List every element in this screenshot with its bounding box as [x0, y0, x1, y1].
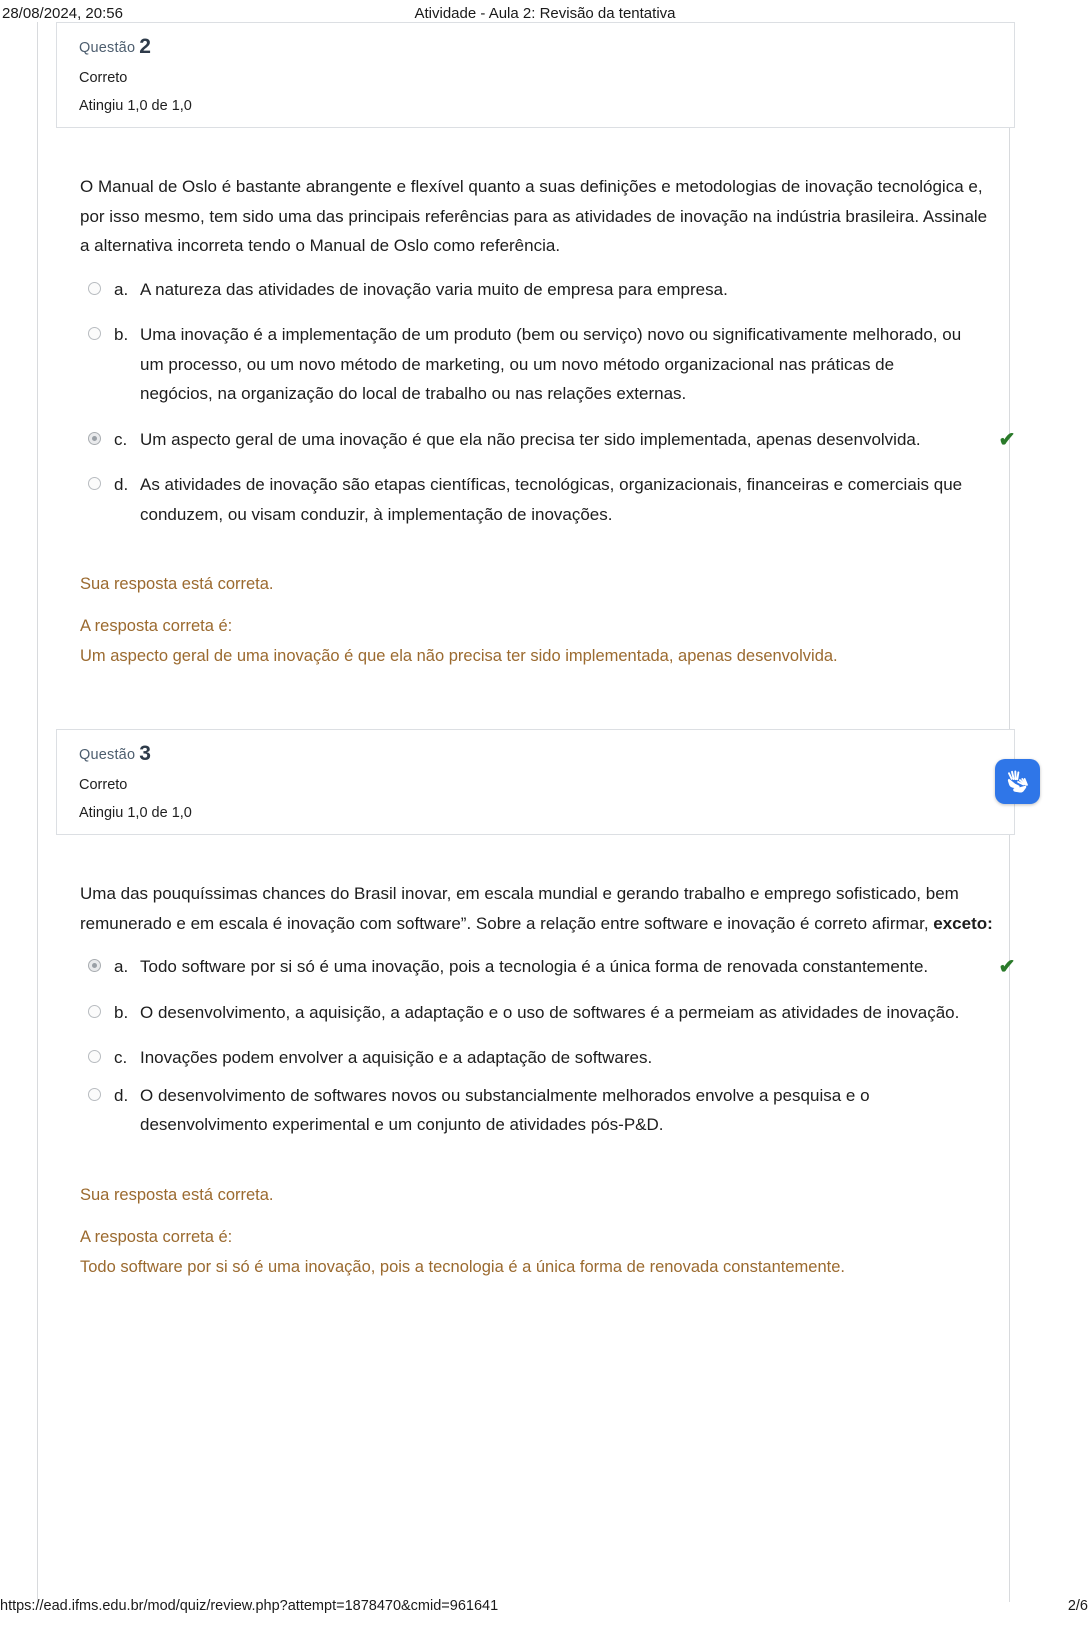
question-block-2	[38, 22, 1016, 671]
feedback-label-3: A resposta correta é:	[80, 1227, 233, 1246]
answer-letter-2c: c.	[114, 429, 128, 449]
answer-letter-2a: a.	[114, 279, 129, 299]
question-text-main-2: O Manual de Oslo é bastante abrangente e flexível quanto a suas definições e metodologias de inovação tecnológica e, por isso mesmo, tem sido uma das principais referências para as atividades de inovação na indústria brasileira. Assinale a alternativa incorreta tendo o Manual de Oslo como referência.	[80, 177, 988, 255]
question-text-3	[80, 879, 1000, 938]
question-text-main-3: Uma das pouquíssimas chances do Brasil inovar, em escala mundial e gerando trabalho e emprego sofisticado, bem remunerado e em escala é inovação com software”. Sobre a relação entre software e inovação é correto afirmar,	[80, 884, 959, 933]
answer-letter-2b: b.	[114, 325, 129, 344]
print-footer	[0, 1598, 1090, 1622]
feedback-block-2	[80, 569, 1000, 671]
feedback-status-3: Sua resposta está correta.	[80, 1185, 274, 1204]
feedback-answer-2: Um aspecto geral de uma inovação é que ela não precisa ter sido implementada, apenas desenvolvida.	[80, 647, 838, 665]
answer-option-3c[interactable]	[80, 1043, 1000, 1073]
print-header-datetime: 28/08/2024, 20:56	[2, 4, 123, 22]
question-info-box-3	[56, 729, 1015, 835]
answer-option-2c[interactable]	[80, 425, 1016, 455]
question-grade-3: Atingiu 1,0 de 1,0	[79, 804, 192, 821]
answer-text-2c: Um aspecto geral de uma inovação é que ela não precisa ter sido implementada, apenas desenvolvida.	[140, 429, 921, 449]
quiz-review-content	[38, 22, 1016, 1282]
question-info-box-2	[56, 22, 1015, 128]
radio-icon-2b[interactable]	[88, 327, 101, 340]
correct-check-icon-2c: ✔	[998, 428, 1016, 451]
answer-text-2a: A natureza das atividades de inovação varia muito de empresa para empresa.	[140, 279, 728, 299]
accessibility-widget-button[interactable]	[995, 759, 1040, 804]
answer-option-3b[interactable]	[80, 998, 1000, 1028]
sign-language-hands-icon	[1003, 767, 1033, 797]
feedback-answer-3: Todo software por si só é uma inovação, pois a tecnologia é a única forma de renovada constantemente.	[80, 1257, 845, 1276]
correct-check-icon-3a: ✔	[998, 956, 1016, 978]
radio-icon-3b[interactable]	[88, 1005, 101, 1018]
radio-icon-3a[interactable]	[88, 959, 101, 972]
answer-text-3d: O desenvolvimento de softwares novos ou substancialmente melhorados envolve a pesquisa e o desenvolvimento experimental e um conjunto de atividades pós-P&D.	[140, 1085, 870, 1134]
answer-letter-3b: b.	[114, 1002, 129, 1022]
radio-icon-2a[interactable]	[88, 282, 101, 295]
answer-letter-3a: a.	[114, 957, 129, 976]
answer-letter-3d: d.	[114, 1085, 129, 1105]
question-number-2	[79, 36, 992, 57]
question-text-emphasis-3: exceto:	[933, 913, 993, 933]
answer-text-3c: Inovações podem envolver a aquisição e a adaptação de softwares.	[140, 1048, 653, 1067]
question-number-3	[79, 743, 992, 764]
question-block-3	[38, 729, 1016, 1282]
feedback-label-2: A resposta correta é:	[80, 617, 233, 635]
answer-list-2	[80, 275, 1016, 530]
radio-icon-3d[interactable]	[88, 1088, 101, 1101]
question-state-2: Correto	[79, 70, 128, 86]
question-state-3: Correto	[79, 777, 128, 793]
print-footer-url: https://ead.ifms.edu.br/mod/quiz/review.php?attempt=1878470&cmid=961641	[0, 1598, 499, 1614]
answer-list-3	[80, 952, 1016, 1140]
answer-option-2d[interactable]	[80, 470, 1000, 529]
question-body-3	[80, 879, 1016, 1282]
radio-icon-2c[interactable]	[88, 432, 101, 445]
radio-icon-2d[interactable]	[88, 477, 101, 490]
answer-option-2a[interactable]	[80, 275, 1000, 305]
question-number-value-3: 3	[139, 742, 152, 765]
feedback-block-3	[80, 1180, 1000, 1282]
question-grade-2: Atingiu 1,0 de 1,0	[79, 97, 192, 114]
question-number-value-2: 2	[139, 35, 152, 58]
question-body-2	[80, 172, 1016, 671]
answer-text-2d: As atividades de inovação são etapas científicas, tecnológicas, organizacionais, financeiras e comerciais que conduzem, ou visam conduzir, à implementação de inovações.	[140, 475, 963, 524]
answer-letter-2d: d.	[114, 475, 129, 494]
question-label-3: Questão	[79, 747, 136, 763]
question-text-2	[80, 172, 1000, 261]
radio-icon-3c[interactable]	[88, 1050, 101, 1063]
answer-option-3a[interactable]	[80, 952, 1016, 982]
answer-option-2b[interactable]	[80, 320, 1000, 409]
answer-text-2b: Uma inovação é a implementação de um produto (bem ou serviço) novo ou significativamente melhorado, ou um processo, ou um novo método de marketing, ou um novo método organizacional nas práticas de negócios, na organização do local de trabalho ou nas relações externas.	[140, 325, 962, 403]
answer-text-3a: Todo software por si só é uma inovação, pois a tecnologia é a única forma de renovada constantemente.	[140, 957, 929, 976]
answer-text-3b: O desenvolvimento, a aquisição, a adaptação e o uso de softwares é a permeiam as atividades de inovação.	[140, 1002, 960, 1022]
print-footer-page-number: 2/6	[1067, 1598, 1088, 1614]
print-header-title: Atividade - Aula 2: Revisão da tentativa	[414, 4, 676, 22]
feedback-status-2: Sua resposta está correta.	[80, 575, 274, 593]
answer-option-3d[interactable]	[80, 1081, 1000, 1140]
question-label-2: Questão	[79, 40, 136, 56]
answer-letter-3c: c.	[114, 1048, 128, 1067]
